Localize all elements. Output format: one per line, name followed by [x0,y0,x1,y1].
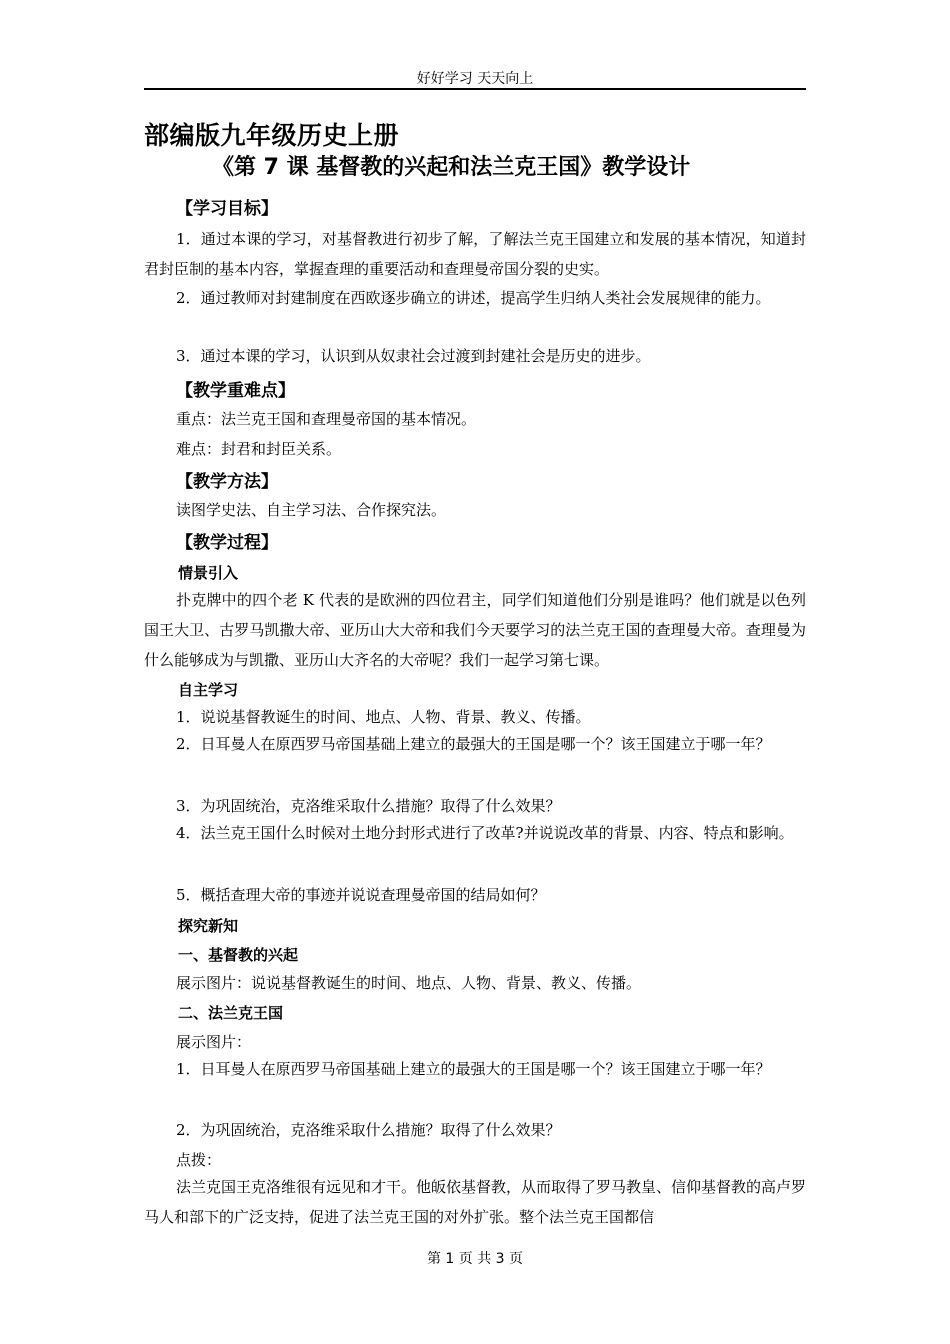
intro-heading: 情景引入 [178,564,239,582]
methods-text: 读图学史法、自主学习法、合作探究法。 [176,501,447,519]
objectives-heading: 【学习目标】 [176,199,278,219]
key-points-heading: 【教学重难点】 [176,381,295,401]
explore-heading: 探究新知 [178,917,239,935]
explore-part2-text: 展示图片： [176,1033,252,1051]
self-study-item-5: 5．概括查理大帝的事迹并说说查理曼帝国的结局如何？ [176,886,546,904]
explore-part2-heading: 二、法兰克王国 [178,1004,284,1022]
explore-part2-item-1: 1．日耳曼人在原西罗马帝国基础上建立的最强大的王国是哪一个？该王国建立于哪一年？ [176,1060,771,1078]
self-study-item-2: 2．日耳曼人在原西罗马帝国基础上建立的最强大的王国是哪一个？该王国建立于哪一年？ [176,735,771,753]
explore-part2-item-2: 2．为巩固统治，克洛维采取什么措施？取得了什么效果？ [176,1121,561,1139]
objective-item-3: 3．通过本课的学习，认识到从奴隶社会过渡到封建社会是历史的进步。 [176,347,651,365]
page-footer: 第 1 页 共 3 页 [426,1251,524,1267]
objective-item-1: 1．通过本课的学习，对基督教进行初步了解，了解法兰克王国建立和发展的基本情况，知道封君封臣制的基本内容，掌握查理的重要活动和查理曼帝国分裂的史实。 [144,230,806,278]
document-title-line1: 部编版九年级历史上册 [144,121,400,150]
process-heading: 【教学过程】 [176,533,278,553]
header-divider [144,88,806,90]
key-point-difficulty: 难点：封君和封臣关系。 [176,440,342,458]
self-study-item-4: 4．法兰克王国什么时候对土地分封形式进行了改革?并说说改革的背景、内容、特点和影响。 [176,824,794,842]
explore-part1-heading: 一、基督教的兴起 [178,946,299,964]
document-title-line2: 《第 7 课 基督教的兴起和法兰克王国》教学设计 [212,155,691,180]
hint-text: 法兰克国王克洛维很有远见和才干。他皈依基督教，从而取得了罗马教皇、信仰基督教的高卢罗马人和部下的广泛支持，促进了法兰克王国的对外扩张。整个法兰克王国都信 [144,1178,807,1226]
methods-heading: 【教学方法】 [176,472,278,492]
objective-item-2: 2．通过教师对封建制度在西欧逐步确立的讲述，提高学生归纳人类社会发展规律的能力。 [176,289,771,307]
intro-text: 扑克牌中的四个老 K 代表的是欧洲的四位君主，同学们知道他们分别是谁吗？他们就是以色列国王大卫、古罗马凯撒大帝、亚历山大大帝和我们今天要学习的法兰克王国的查理曼大帝。查理曼为什么能够成为与凯撒、亚历山大齐名的大帝呢？我们一起学习第七课。 [144,591,806,669]
self-study-item-1: 1．说说基督教诞生的时间、地点、人物、背景、教义、传播。 [176,708,591,726]
explore-part1-text: 展示图片：说说基督教诞生的时间、地点、人物、背景、教义、传播。 [176,974,642,992]
key-point-focus: 重点：法兰克王国和查理曼帝国的基本情况。 [176,410,477,428]
hint-label: 点拨： [176,1151,222,1169]
self-study-heading: 自主学习 [178,681,239,699]
page-header: 好好学习 天天向上 [416,71,534,87]
self-study-item-3: 3．为巩固统治，克洛维采取什么措施？取得了什么效果？ [176,797,561,815]
